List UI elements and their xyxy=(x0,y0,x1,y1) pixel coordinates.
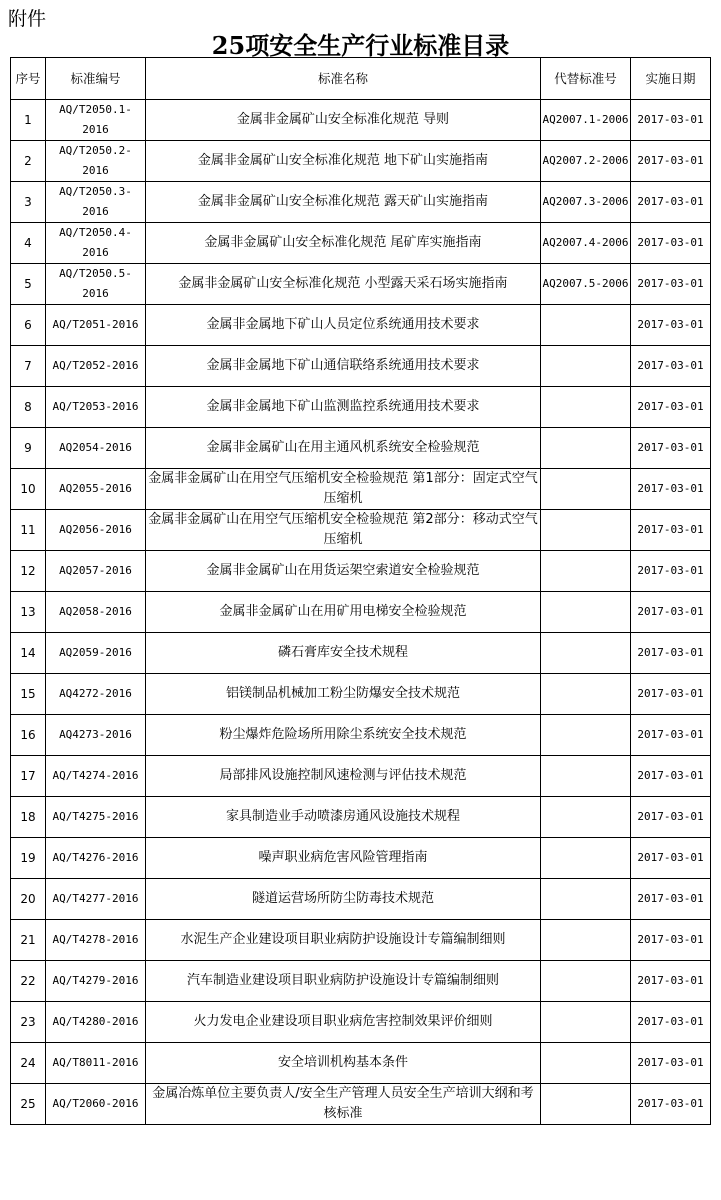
row-effective-date: 2017-03-01 xyxy=(631,141,711,182)
row-replaced-code xyxy=(541,674,631,715)
row-standard-name: 金属非金属矿山在用空气压缩机安全检验规范 第1部分：固定式空气压缩机 xyxy=(146,469,541,510)
table-row xyxy=(11,879,711,920)
row-index: 2 xyxy=(11,141,46,182)
table-row xyxy=(11,797,711,838)
row-index: 4 xyxy=(11,223,46,264)
row-standard-name: 家具制造业手动喷漆房通风设施技术规程 xyxy=(146,797,541,838)
table-row xyxy=(11,633,711,674)
header-date: 实施日期 xyxy=(631,58,711,100)
row-standard-code: AQ/T2060-2016 xyxy=(46,1084,146,1125)
table-header-row xyxy=(11,58,711,100)
row-standard-code: AQ4272-2016 xyxy=(46,674,146,715)
header-index: 序号 xyxy=(11,58,46,100)
table-row xyxy=(11,551,711,592)
row-effective-date: 2017-03-01 xyxy=(631,551,711,592)
row-standard-name: 金属非金属矿山在用矿用电梯安全检验规范 xyxy=(146,592,541,633)
row-standard-code: AQ/T4274-2016 xyxy=(46,756,146,797)
row-standard-name: 磷石膏库安全技术规程 xyxy=(146,633,541,674)
row-index: 5 xyxy=(11,264,46,305)
row-standard-code: AQ/T2050.2-2016 xyxy=(46,141,146,182)
row-effective-date: 2017-03-01 xyxy=(631,223,711,264)
row-standard-name: 金属非金属矿山在用主通风机系统安全检验规范 xyxy=(146,428,541,469)
standards-table xyxy=(10,57,711,1125)
row-standard-name: 金属非金属地下矿山通信联络系统通用技术要求 xyxy=(146,346,541,387)
row-effective-date: 2017-03-01 xyxy=(631,387,711,428)
row-standard-code: AQ2058-2016 xyxy=(46,592,146,633)
row-standard-name: 粉尘爆炸危险场所用除尘系统安全技术规范 xyxy=(146,715,541,756)
row-effective-date: 2017-03-01 xyxy=(631,305,711,346)
row-index: 19 xyxy=(11,838,46,879)
table-row xyxy=(11,920,711,961)
row-standard-name: 局部排风设施控制风速检测与评估技术规范 xyxy=(146,756,541,797)
header-replaced: 代替标准号 xyxy=(541,58,631,100)
row-standard-code: AQ2057-2016 xyxy=(46,551,146,592)
row-standard-code: AQ4273-2016 xyxy=(46,715,146,756)
table-row xyxy=(11,674,711,715)
row-standard-name: 隧道运营场所防尘防毒技术规范 xyxy=(146,879,541,920)
row-index: 22 xyxy=(11,961,46,1002)
row-standard-name: 金属非金属地下矿山监测监控系统通用技术要求 xyxy=(146,387,541,428)
header-code: 标准编号 xyxy=(46,58,146,100)
table-row xyxy=(11,264,711,305)
table-row xyxy=(11,428,711,469)
row-index: 7 xyxy=(11,346,46,387)
row-replaced-code xyxy=(541,551,631,592)
row-effective-date: 2017-03-01 xyxy=(631,592,711,633)
table-row xyxy=(11,387,711,428)
row-standard-code: AQ2059-2016 xyxy=(46,633,146,674)
table-row xyxy=(11,305,711,346)
table-body xyxy=(11,100,711,1125)
row-index: 16 xyxy=(11,715,46,756)
table-row xyxy=(11,756,711,797)
row-replaced-code: AQ2007.4-2006 xyxy=(541,223,631,264)
row-standard-code: AQ/T8011-2016 xyxy=(46,1043,146,1084)
table-row xyxy=(11,469,711,510)
table-row xyxy=(11,715,711,756)
row-effective-date: 2017-03-01 xyxy=(631,100,711,141)
row-standard-code: AQ/T4275-2016 xyxy=(46,797,146,838)
row-standard-name: 金属非金属矿山安全标准化规范 导则 xyxy=(146,100,541,141)
row-effective-date: 2017-03-01 xyxy=(631,756,711,797)
row-index: 21 xyxy=(11,920,46,961)
row-index: 18 xyxy=(11,797,46,838)
row-effective-date: 2017-03-01 xyxy=(631,633,711,674)
row-index: 10 xyxy=(11,469,46,510)
row-replaced-code xyxy=(541,920,631,961)
row-replaced-code: AQ2007.5-2006 xyxy=(541,264,631,305)
row-standard-code: AQ/T2052-2016 xyxy=(46,346,146,387)
row-effective-date: 2017-03-01 xyxy=(631,182,711,223)
row-standard-name: 金属非金属地下矿山人员定位系统通用技术要求 xyxy=(146,305,541,346)
row-standard-name: 噪声职业病危害风险管理指南 xyxy=(146,838,541,879)
row-effective-date: 2017-03-01 xyxy=(631,264,711,305)
table-row xyxy=(11,223,711,264)
row-standard-code: AQ/T2051-2016 xyxy=(46,305,146,346)
row-effective-date: 2017-03-01 xyxy=(631,428,711,469)
row-standard-code: AQ/T2053-2016 xyxy=(46,387,146,428)
table-row xyxy=(11,1084,711,1125)
row-replaced-code xyxy=(541,510,631,551)
row-index: 14 xyxy=(11,633,46,674)
row-standard-name: 金属非金属矿山安全标准化规范 地下矿山实施指南 xyxy=(146,141,541,182)
row-standard-code: AQ2054-2016 xyxy=(46,428,146,469)
row-index: 11 xyxy=(11,510,46,551)
row-effective-date: 2017-03-01 xyxy=(631,797,711,838)
row-replaced-code xyxy=(541,592,631,633)
row-effective-date: 2017-03-01 xyxy=(631,1043,711,1084)
table-row xyxy=(11,100,711,141)
row-effective-date: 2017-03-01 xyxy=(631,961,711,1002)
row-standard-name: 火力发电企业建设项目职业病危害控制效果评价细则 xyxy=(146,1002,541,1043)
row-effective-date: 2017-03-01 xyxy=(631,1084,711,1125)
row-standard-code: AQ/T4279-2016 xyxy=(46,961,146,1002)
row-standard-name: 安全培训机构基本条件 xyxy=(146,1043,541,1084)
row-replaced-code xyxy=(541,1002,631,1043)
row-standard-name: 金属非金属矿山在用货运架空索道安全检验规范 xyxy=(146,551,541,592)
row-standard-code: AQ2055-2016 xyxy=(46,469,146,510)
row-replaced-code xyxy=(541,346,631,387)
row-index: 3 xyxy=(11,182,46,223)
row-replaced-code xyxy=(541,633,631,674)
row-effective-date: 2017-03-01 xyxy=(631,715,711,756)
row-standard-code: AQ/T2050.4-2016 xyxy=(46,223,146,264)
row-index: 24 xyxy=(11,1043,46,1084)
attachment-label: 附件 xyxy=(8,8,47,30)
table-row xyxy=(11,510,711,551)
row-standard-code: AQ/T4280-2016 xyxy=(46,1002,146,1043)
row-replaced-code xyxy=(541,305,631,346)
row-index: 12 xyxy=(11,551,46,592)
row-standard-name: 铝镁制品机械加工粉尘防爆安全技术规范 xyxy=(146,674,541,715)
row-standard-name: 金属非金属矿山安全标准化规范 尾矿库实施指南 xyxy=(146,223,541,264)
row-effective-date: 2017-03-01 xyxy=(631,346,711,387)
row-replaced-code: AQ2007.3-2006 xyxy=(541,182,631,223)
row-index: 25 xyxy=(11,1084,46,1125)
row-effective-date: 2017-03-01 xyxy=(631,674,711,715)
row-index: 1 xyxy=(11,100,46,141)
row-standard-code: AQ/T4278-2016 xyxy=(46,920,146,961)
row-standard-code: AQ2056-2016 xyxy=(46,510,146,551)
row-replaced-code xyxy=(541,428,631,469)
row-replaced-code xyxy=(541,1084,631,1125)
row-replaced-code: AQ2007.2-2006 xyxy=(541,141,631,182)
row-index: 20 xyxy=(11,879,46,920)
row-index: 23 xyxy=(11,1002,46,1043)
table-row xyxy=(11,961,711,1002)
table-row xyxy=(11,346,711,387)
row-effective-date: 2017-03-01 xyxy=(631,1002,711,1043)
row-replaced-code xyxy=(541,879,631,920)
row-standard-code: AQ/T4276-2016 xyxy=(46,838,146,879)
row-index: 17 xyxy=(11,756,46,797)
row-replaced-code xyxy=(541,469,631,510)
row-replaced-code xyxy=(541,756,631,797)
row-standard-name: 汽车制造业建设项目职业病防护设施设计专篇编制细则 xyxy=(146,961,541,1002)
row-standard-code: AQ/T2050.5-2016 xyxy=(46,264,146,305)
row-replaced-code xyxy=(541,1043,631,1084)
row-replaced-code: AQ2007.1-2006 xyxy=(541,100,631,141)
table-row xyxy=(11,182,711,223)
row-index: 15 xyxy=(11,674,46,715)
row-effective-date: 2017-03-01 xyxy=(631,879,711,920)
row-replaced-code xyxy=(541,797,631,838)
row-standard-code: AQ/T4277-2016 xyxy=(46,879,146,920)
row-standard-code: AQ/T2050.3-2016 xyxy=(46,182,146,223)
row-standard-name: 水泥生产企业建设项目职业病防护设施设计专篇编制细则 xyxy=(146,920,541,961)
row-standard-name: 金属冶炼单位主要负责人/安全生产管理人员安全生产培训大纲和考核标准 xyxy=(146,1084,541,1125)
row-effective-date: 2017-03-01 xyxy=(631,920,711,961)
row-effective-date: 2017-03-01 xyxy=(631,838,711,879)
table-row xyxy=(11,1002,711,1043)
page-title: 25项安全生产行业标准目录 xyxy=(211,31,510,60)
row-replaced-code xyxy=(541,715,631,756)
row-standard-name: 金属非金属矿山在用空气压缩机安全检验规范 第2部分：移动式空气压缩机 xyxy=(146,510,541,551)
table-row xyxy=(11,838,711,879)
row-replaced-code xyxy=(541,961,631,1002)
row-effective-date: 2017-03-01 xyxy=(631,510,711,551)
table-row xyxy=(11,592,711,633)
row-standard-name: 金属非金属矿山安全标准化规范 露天矿山实施指南 xyxy=(146,182,541,223)
header-name: 标准名称 xyxy=(146,58,541,100)
row-effective-date: 2017-03-01 xyxy=(631,469,711,510)
row-replaced-code xyxy=(541,387,631,428)
row-standard-name: 金属非金属矿山安全标准化规范 小型露天采石场实施指南 xyxy=(146,264,541,305)
row-index: 9 xyxy=(11,428,46,469)
row-index: 6 xyxy=(11,305,46,346)
table-row xyxy=(11,141,711,182)
row-index: 13 xyxy=(11,592,46,633)
row-replaced-code xyxy=(541,838,631,879)
table-row xyxy=(11,1043,711,1084)
row-index: 8 xyxy=(11,387,46,428)
row-standard-code: AQ/T2050.1-2016 xyxy=(46,100,146,141)
